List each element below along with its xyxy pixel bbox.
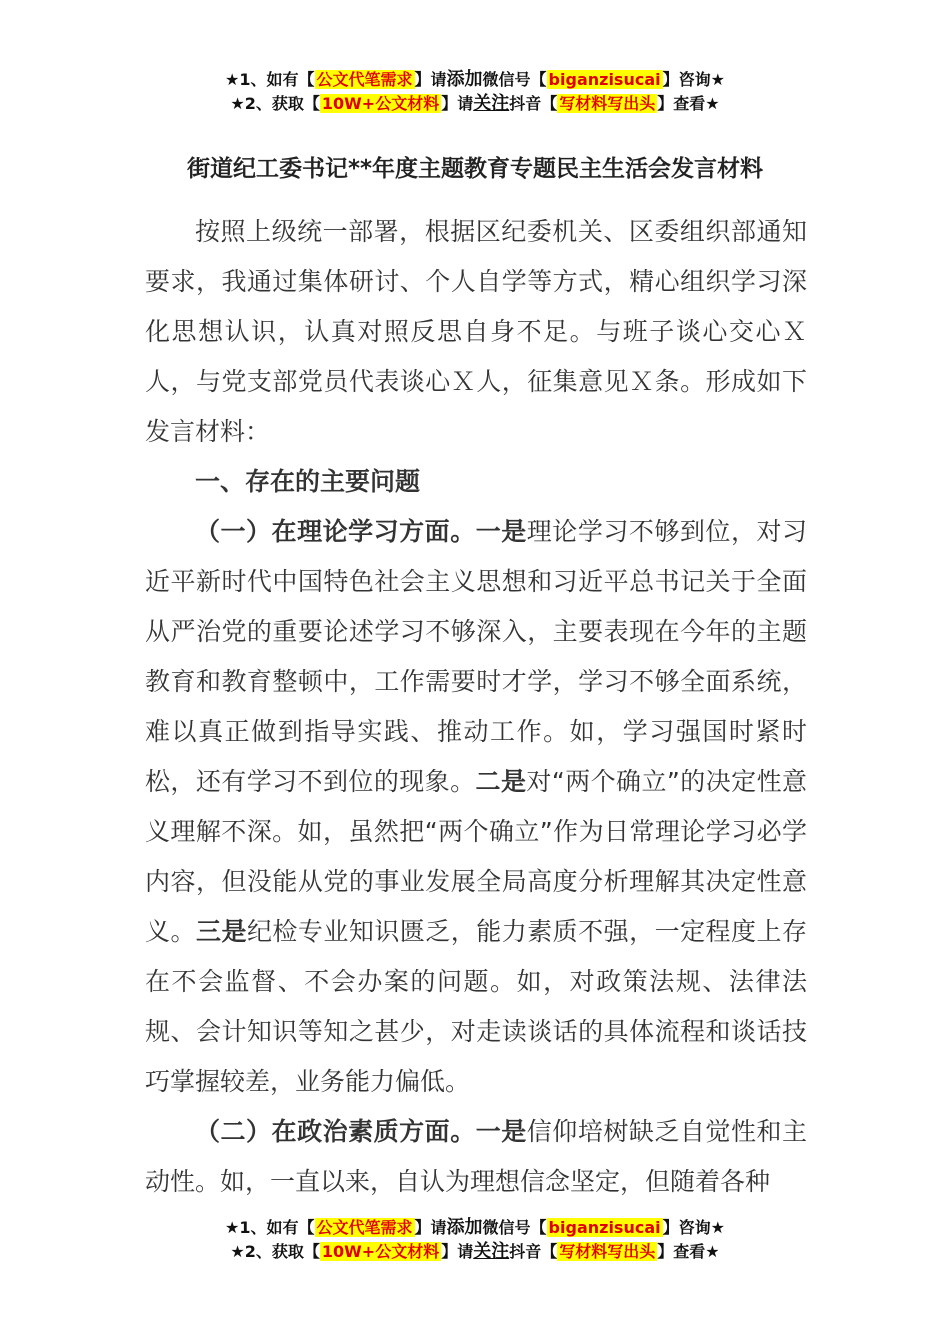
- wechat-id: biganzisucai: [548, 70, 661, 89]
- promo-line-1: ★1、如有【 公文代笔需求 】请添加微信号【 biganzisucai 】咨询★: [225, 69, 725, 90]
- political-quality-paragraph: （二）在政治素质方面。一是信仰培树缺乏自觉性和主动性。如，一直以来，自认为理想信念坚定，但随着各种: [145, 1117, 807, 1196]
- promo-banner-top: [0, 68, 950, 116]
- promo-line-2: ★2、获取【 10W+公文材料 】请关注抖音【 写材料写出头 】查看★: [230, 93, 720, 114]
- promo-banner-bottom: [0, 1216, 950, 1264]
- document-title: 街道纪工委书记**年度主题教育专题民主生活会发言材料: [186, 156, 764, 182]
- promo-line-2: ★2、获取【 10W+公文材料 】请关注抖音【 写材料写出头 】查看★: [230, 1241, 720, 1262]
- douyin-id: 写材料写出头: [559, 1242, 656, 1261]
- theory-study-paragraph: （一）在理论学习方面。一是理论学习不够到位，对习近平新时代中国特色社会主义思想和习近平总书记关于全面从严治党的重要论述学习不够深入，主要表现在今年的主题教育和教育整顿中，工作需要时才学，学习不够全面系统，难以真正做到指导实践、推动工作。如，学习强国时紧时松，还有学习不到位的现象。二是对“两个确立”的决定性意义理解不深。如，虽然把“两个确立”作为日常理论学习必学内容，但没能从党的事业发展全局高度分析理解其决定性意义。三是纪检专业知识匮乏，能力素质不强，一定程度上存在不会监督、不会办案的问题。如，对政策法规、法律法规、会计知识等知之甚少，对走读谈话的具体流程和谈话技巧掌握较差，业务能力偏低。: [145, 517, 807, 1096]
- intro-paragraph: 按照上级统一部署，根据区纪委机关、区委组织部通知要求，我通过集体研讨、个人自学等方式，精心组织学习深化思想认识，认真对照反思自身不足。与班子谈心交心Ｘ人，与党支部党员代表谈心Ｘ人，征集意见Ｘ条。形成如下发言材料：: [145, 217, 807, 446]
- wechat-id: biganzisucai: [548, 1218, 661, 1237]
- section-heading: 一、存在的主要问题: [195, 467, 421, 496]
- promo-line-1: ★1、如有【 公文代笔需求 】请添加微信号【 biganzisucai 】咨询★: [225, 1217, 725, 1238]
- douyin-id: 写材料写出头: [559, 94, 656, 113]
- document-body: [145, 207, 807, 1207]
